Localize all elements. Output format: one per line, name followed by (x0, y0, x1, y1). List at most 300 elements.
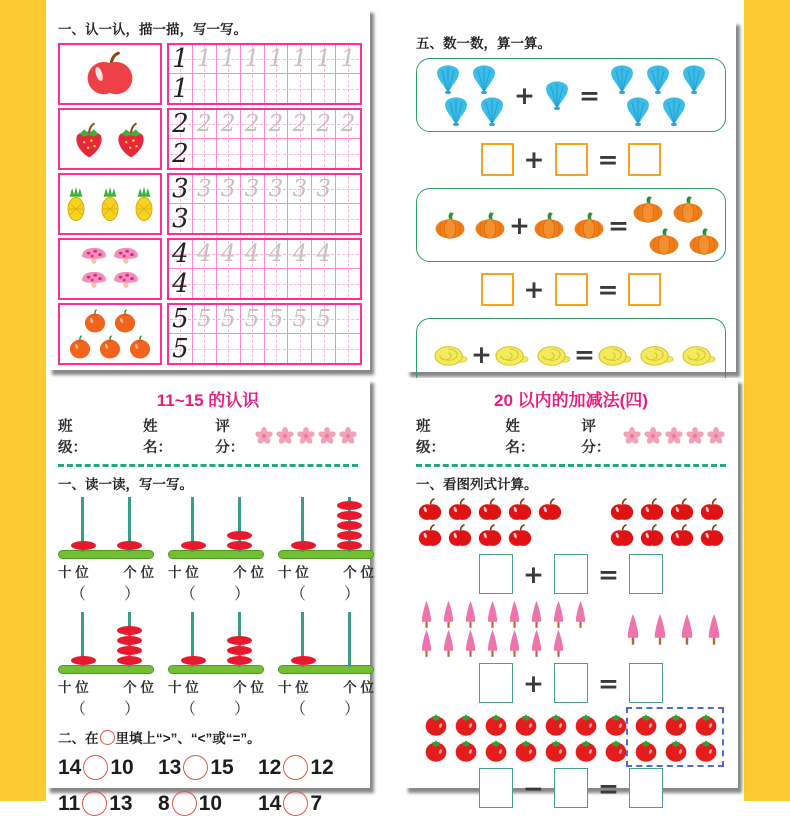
tree-icon (548, 629, 569, 658)
black-number: 4 (172, 268, 189, 299)
tree-icon (526, 600, 547, 629)
apple-s-group (608, 497, 726, 549)
trace-cell (217, 110, 241, 139)
persimmon-icon (66, 334, 94, 360)
abacus-rods (278, 497, 374, 559)
tens-beads (180, 656, 206, 665)
trace-cell (217, 45, 241, 74)
trace-cell (217, 74, 241, 103)
tens-beads (290, 656, 316, 665)
trace-cell (169, 240, 193, 269)
answer-box (628, 273, 661, 306)
pineapple-icon (128, 186, 160, 222)
trace-grid (167, 238, 362, 300)
operator: + (523, 145, 545, 174)
tens-beads (290, 541, 316, 550)
tree-icon (526, 629, 547, 658)
apple-s-group (416, 497, 564, 549)
icon-row (629, 193, 723, 225)
tomatoes-block (416, 709, 726, 763)
trace-rows-container (58, 43, 362, 365)
tens-place-label: 十 位 (168, 680, 199, 695)
pumpkin-icon (431, 209, 469, 241)
abacus (278, 612, 374, 719)
operator: + (523, 668, 544, 698)
apple-s-icon (608, 497, 636, 523)
tens-beads (70, 656, 96, 665)
trace-cell (217, 175, 241, 204)
icon-row (431, 338, 471, 370)
answer-box (629, 663, 663, 703)
shell-icon (540, 79, 574, 111)
left-number: 14 (58, 755, 82, 779)
snail-icon (679, 338, 719, 370)
trace-cell (241, 240, 265, 269)
icon-row (416, 600, 591, 629)
flower-icon (254, 426, 274, 446)
abacus-rods (278, 612, 374, 674)
trace-row (58, 173, 362, 235)
tomato-icon (422, 711, 450, 737)
shell-icon (467, 63, 501, 95)
strawberry-icon (111, 119, 151, 159)
abacus (58, 497, 154, 604)
ones-place-label: 个 位 (343, 565, 374, 580)
right-yellow-band (744, 0, 790, 801)
apple-s-icon (608, 523, 636, 549)
trace-cell (193, 269, 217, 298)
tomato-icon (542, 711, 570, 737)
trace-cell (312, 240, 336, 269)
traced-number: 2 (196, 110, 212, 137)
tens-place-label: 十 位 (168, 565, 199, 580)
abacus-base (58, 665, 154, 674)
trace-cell (288, 45, 312, 74)
page4-section1-title: 一、看图列式计算。 (416, 477, 538, 492)
page3-title: 11~15 的认识 (156, 391, 260, 410)
answer-parentheses: （ ） (69, 701, 142, 718)
bead (337, 521, 362, 530)
mushroom-box (58, 238, 162, 300)
black-number: 3 (172, 174, 189, 204)
trace-cell (193, 139, 217, 168)
trace-cell (336, 139, 360, 168)
tree-icon (438, 629, 459, 658)
pumpkin-group (530, 209, 608, 241)
ones-place-label: 个 位 (123, 680, 154, 695)
apple-s-icon (506, 497, 534, 523)
abacus-rods (58, 497, 154, 559)
traced-number: 4 (316, 240, 331, 267)
pumpkin-icon (629, 193, 667, 225)
trace-cell (241, 175, 265, 204)
trace-cell (336, 269, 360, 298)
answer-box (555, 143, 588, 176)
persimmon-icon (126, 334, 154, 360)
trace-cell (336, 45, 360, 74)
snail-icon (492, 338, 532, 370)
bead (117, 636, 142, 645)
answer-circle (283, 791, 308, 816)
left-number: 11 (58, 791, 81, 815)
trace-cell (288, 110, 312, 139)
mushroom-icon (79, 269, 109, 293)
tens-place-label: 十 位 (58, 680, 89, 695)
place-labels (278, 676, 374, 696)
traced-number: 1 (220, 45, 236, 72)
place-labels (278, 561, 374, 581)
trace-cell (265, 204, 289, 233)
bead (227, 656, 252, 665)
persimmon-icon (81, 308, 109, 334)
trace-cell (288, 269, 312, 298)
answer-parentheses: （ ） (69, 586, 142, 603)
operator: = (579, 80, 600, 110)
icon-row (645, 225, 723, 257)
page-count-and-calc (406, 20, 736, 372)
tree-icon (675, 613, 699, 646)
traced-number: 2 (268, 110, 284, 137)
page2-section-title: 五、数一数，算一算。 (416, 36, 551, 51)
answer-parentheses: （ ） (179, 701, 252, 718)
operator: = (598, 559, 619, 589)
ones-place-label: 个 位 (343, 680, 374, 695)
flower-icon (317, 426, 337, 446)
answer-box (629, 554, 663, 594)
bead (337, 501, 362, 510)
pumpkin-icon (645, 225, 683, 257)
shell-icon (657, 95, 691, 127)
snail-icon (637, 338, 677, 370)
place-labels (168, 561, 264, 581)
ones-beads (116, 541, 142, 550)
traced-number: 4 (268, 240, 284, 267)
tens-beads (180, 541, 206, 550)
icon-row (416, 629, 591, 658)
trace-row (58, 303, 362, 365)
abacus-rods (168, 612, 264, 674)
traced-number: 3 (292, 175, 308, 202)
trace-cell (312, 175, 336, 204)
bead (337, 511, 362, 520)
strawberry-icon (69, 119, 109, 159)
trace-cell (169, 204, 193, 233)
apple-s-icon (536, 497, 564, 523)
black-number: 3 (172, 203, 189, 234)
tomato-icon (452, 737, 480, 763)
shell-equation (416, 143, 726, 176)
trace-cell (265, 269, 289, 298)
black-number: 1 (172, 44, 189, 74)
answer-box (479, 768, 513, 808)
shell-icon (677, 63, 711, 95)
operator: + (509, 210, 530, 240)
icon-row (608, 523, 726, 549)
ones-beads (336, 501, 362, 550)
bead (117, 541, 142, 550)
answer-box (481, 273, 514, 306)
abacus-base (168, 550, 264, 559)
trace-cell (217, 139, 241, 168)
tree-icon (504, 600, 525, 629)
trace-cell (217, 334, 241, 363)
trace-cell (288, 204, 312, 233)
abacus (168, 612, 264, 719)
left-number: 12 (258, 755, 282, 779)
comparison-item (158, 755, 258, 780)
tomato-icon (512, 711, 540, 737)
answer-box (555, 273, 588, 306)
traced-number: 2 (292, 110, 308, 137)
operator: = (598, 773, 619, 803)
class-label: 班级： (58, 419, 87, 456)
trace-grid (167, 43, 362, 105)
black-number: 2 (172, 138, 189, 169)
trace-cell (265, 240, 289, 269)
right-number: 13 (109, 791, 133, 815)
trace-cell (217, 204, 241, 233)
comparison-item (258, 791, 358, 816)
trace-cell (336, 204, 360, 233)
page1-section-title: 一、认一认，描一描，写一写。 (58, 22, 247, 37)
answer-box (629, 768, 663, 808)
bead (117, 626, 142, 635)
tree-group (416, 600, 591, 658)
traced-number: 3 (196, 175, 212, 202)
trace-cell (312, 110, 336, 139)
icon-row (416, 523, 564, 549)
trace-row (58, 108, 362, 170)
place-labels (58, 561, 154, 581)
snail-group (492, 338, 574, 370)
tens-place-label: 十 位 (58, 565, 89, 580)
trace-cell (265, 110, 289, 139)
black-number: 1 (172, 73, 189, 104)
traced-number: 4 (292, 240, 308, 267)
name-label: 姓名： (505, 419, 535, 456)
shell-group (605, 63, 711, 127)
icon-row (608, 497, 726, 523)
fruit-icon-row (69, 119, 151, 159)
snail-group (431, 338, 471, 370)
answer-circle (283, 755, 308, 780)
pumpkin-group (431, 209, 509, 241)
right-number: 15 (210, 755, 234, 779)
apple-icon (84, 48, 136, 100)
trace-grid (167, 173, 362, 235)
trace-cell (265, 334, 289, 363)
persimmon-icon (96, 334, 124, 360)
flower-icon (643, 426, 663, 446)
tree-icon (416, 629, 437, 658)
tree-icon (648, 613, 672, 646)
operator: = (607, 210, 629, 240)
pumpkin-problem-box (416, 188, 726, 262)
persimmon-box (58, 303, 162, 365)
tomatoes-picture (422, 711, 720, 763)
ones-beads (226, 636, 252, 665)
trace-cell (241, 269, 265, 298)
operator: − (523, 773, 544, 803)
traced-number: 4 (196, 240, 212, 267)
comparison-item (258, 755, 358, 780)
trace-cell (193, 334, 217, 363)
answer-circle (83, 755, 108, 780)
flower-icon (338, 426, 358, 446)
trace-cell (241, 305, 265, 334)
bead (117, 646, 142, 655)
trace-cell (288, 175, 312, 204)
page4-title: 20 以内的加减法(四) (494, 391, 648, 410)
comparisons-container (58, 755, 358, 816)
trace-cell (312, 204, 336, 233)
traced-number: 1 (268, 45, 284, 72)
tree-icon (460, 629, 481, 658)
abacus-rods (58, 612, 154, 674)
pumpkin-icon (685, 225, 723, 257)
trace-cell (265, 175, 289, 204)
tomato-icon (572, 737, 600, 763)
pumpkin-group (629, 193, 723, 257)
operator: = (598, 668, 619, 698)
pumpkin-icon (570, 209, 608, 241)
operator: + (523, 559, 544, 589)
page-number-tracing (48, 8, 370, 370)
trace-cell (241, 74, 265, 103)
black-number: 4 (172, 239, 189, 269)
traced-number: 3 (244, 175, 260, 202)
page-11-15 (46, 378, 374, 815)
answer-box (628, 143, 661, 176)
trace-cell (241, 204, 265, 233)
comparison-item (158, 791, 258, 816)
icon-row (492, 338, 574, 370)
bead (227, 636, 252, 645)
trace-cell (241, 45, 265, 74)
operator: + (514, 80, 535, 110)
score-label: 评分： (581, 419, 611, 456)
flower-icon (685, 426, 705, 446)
ones-rod (348, 612, 351, 667)
shell-icon (605, 63, 639, 95)
operator: + (471, 339, 492, 369)
apple-s-icon (476, 497, 504, 523)
page-add-sub-20 (404, 378, 738, 803)
trace-cell (336, 110, 360, 139)
tree-icon (504, 629, 525, 658)
abacus-base (278, 665, 374, 674)
abacus (278, 497, 374, 604)
snail-group (595, 338, 719, 370)
shell-group (540, 79, 574, 111)
trace-cell (336, 74, 360, 103)
apple-s-icon (668, 497, 696, 523)
traced-number: 5 (268, 305, 284, 332)
ones-beads (116, 626, 142, 665)
operator: = (573, 339, 595, 369)
tree-icon (702, 613, 726, 646)
answer-box (479, 663, 513, 703)
flower-icon (664, 426, 684, 446)
mushroom-icon (111, 245, 141, 269)
answer-box (481, 143, 514, 176)
traced-number: 5 (244, 305, 260, 332)
tomato-icon (482, 711, 510, 737)
icon-row (416, 497, 564, 523)
icon-row (595, 338, 719, 370)
left-number: 8 (158, 791, 170, 815)
tree-icon (548, 600, 569, 629)
shell-problem-box (416, 58, 726, 132)
fruit-icon-row (79, 269, 141, 293)
abacus-base (58, 550, 154, 559)
score-flowers (254, 426, 358, 446)
traced-number: 1 (340, 45, 356, 72)
trace-cell (312, 305, 336, 334)
traced-number: 4 (220, 240, 236, 267)
trees-equation (416, 663, 726, 703)
trace-cell (193, 204, 217, 233)
trace-row (58, 238, 362, 300)
traced-number: 1 (244, 45, 260, 72)
icon-row (621, 95, 711, 127)
answer-circle (183, 755, 208, 780)
bead (227, 531, 252, 540)
traced-number: 4 (244, 240, 260, 267)
trace-cell (169, 269, 193, 298)
bead (291, 656, 316, 665)
place-labels (58, 676, 154, 696)
score-label: 评分： (215, 419, 245, 456)
left-yellow-band (0, 0, 46, 801)
pumpkin-icon (669, 193, 707, 225)
traced-number: 1 (292, 45, 308, 72)
black-number: 2 (172, 109, 189, 139)
tree-icon (438, 600, 459, 629)
shell-icon (439, 95, 473, 127)
tens-beads (70, 541, 96, 550)
trace-cell (217, 240, 241, 269)
traced-number: 5 (220, 305, 236, 332)
tomato-icon (512, 737, 540, 763)
apples-picture-row (416, 497, 726, 549)
trace-cell (241, 110, 265, 139)
trace-grid (167, 108, 362, 170)
comparison-item (58, 791, 158, 816)
flower-icon (296, 426, 316, 446)
trace-cell (193, 74, 217, 103)
shell-icon (641, 63, 675, 95)
icon-row (540, 79, 574, 111)
answer-parentheses: （ ） (179, 586, 252, 603)
trace-grid (167, 303, 362, 365)
fruit-icon-row (79, 245, 141, 269)
trace-cell (312, 45, 336, 74)
right-number: 10 (198, 791, 223, 815)
ones-place-label: 个 位 (233, 680, 264, 695)
traced-number: 1 (196, 45, 212, 72)
bead (227, 646, 252, 655)
trace-cell (265, 139, 289, 168)
bead (181, 541, 206, 550)
ones-place-label: 个 位 (123, 565, 154, 580)
snail-icon (431, 338, 471, 370)
trace-cell (193, 305, 217, 334)
tomato-icon (452, 711, 480, 737)
traced-number: 1 (316, 45, 331, 72)
trace-cell (288, 334, 312, 363)
pumpkin-icon (471, 209, 509, 241)
